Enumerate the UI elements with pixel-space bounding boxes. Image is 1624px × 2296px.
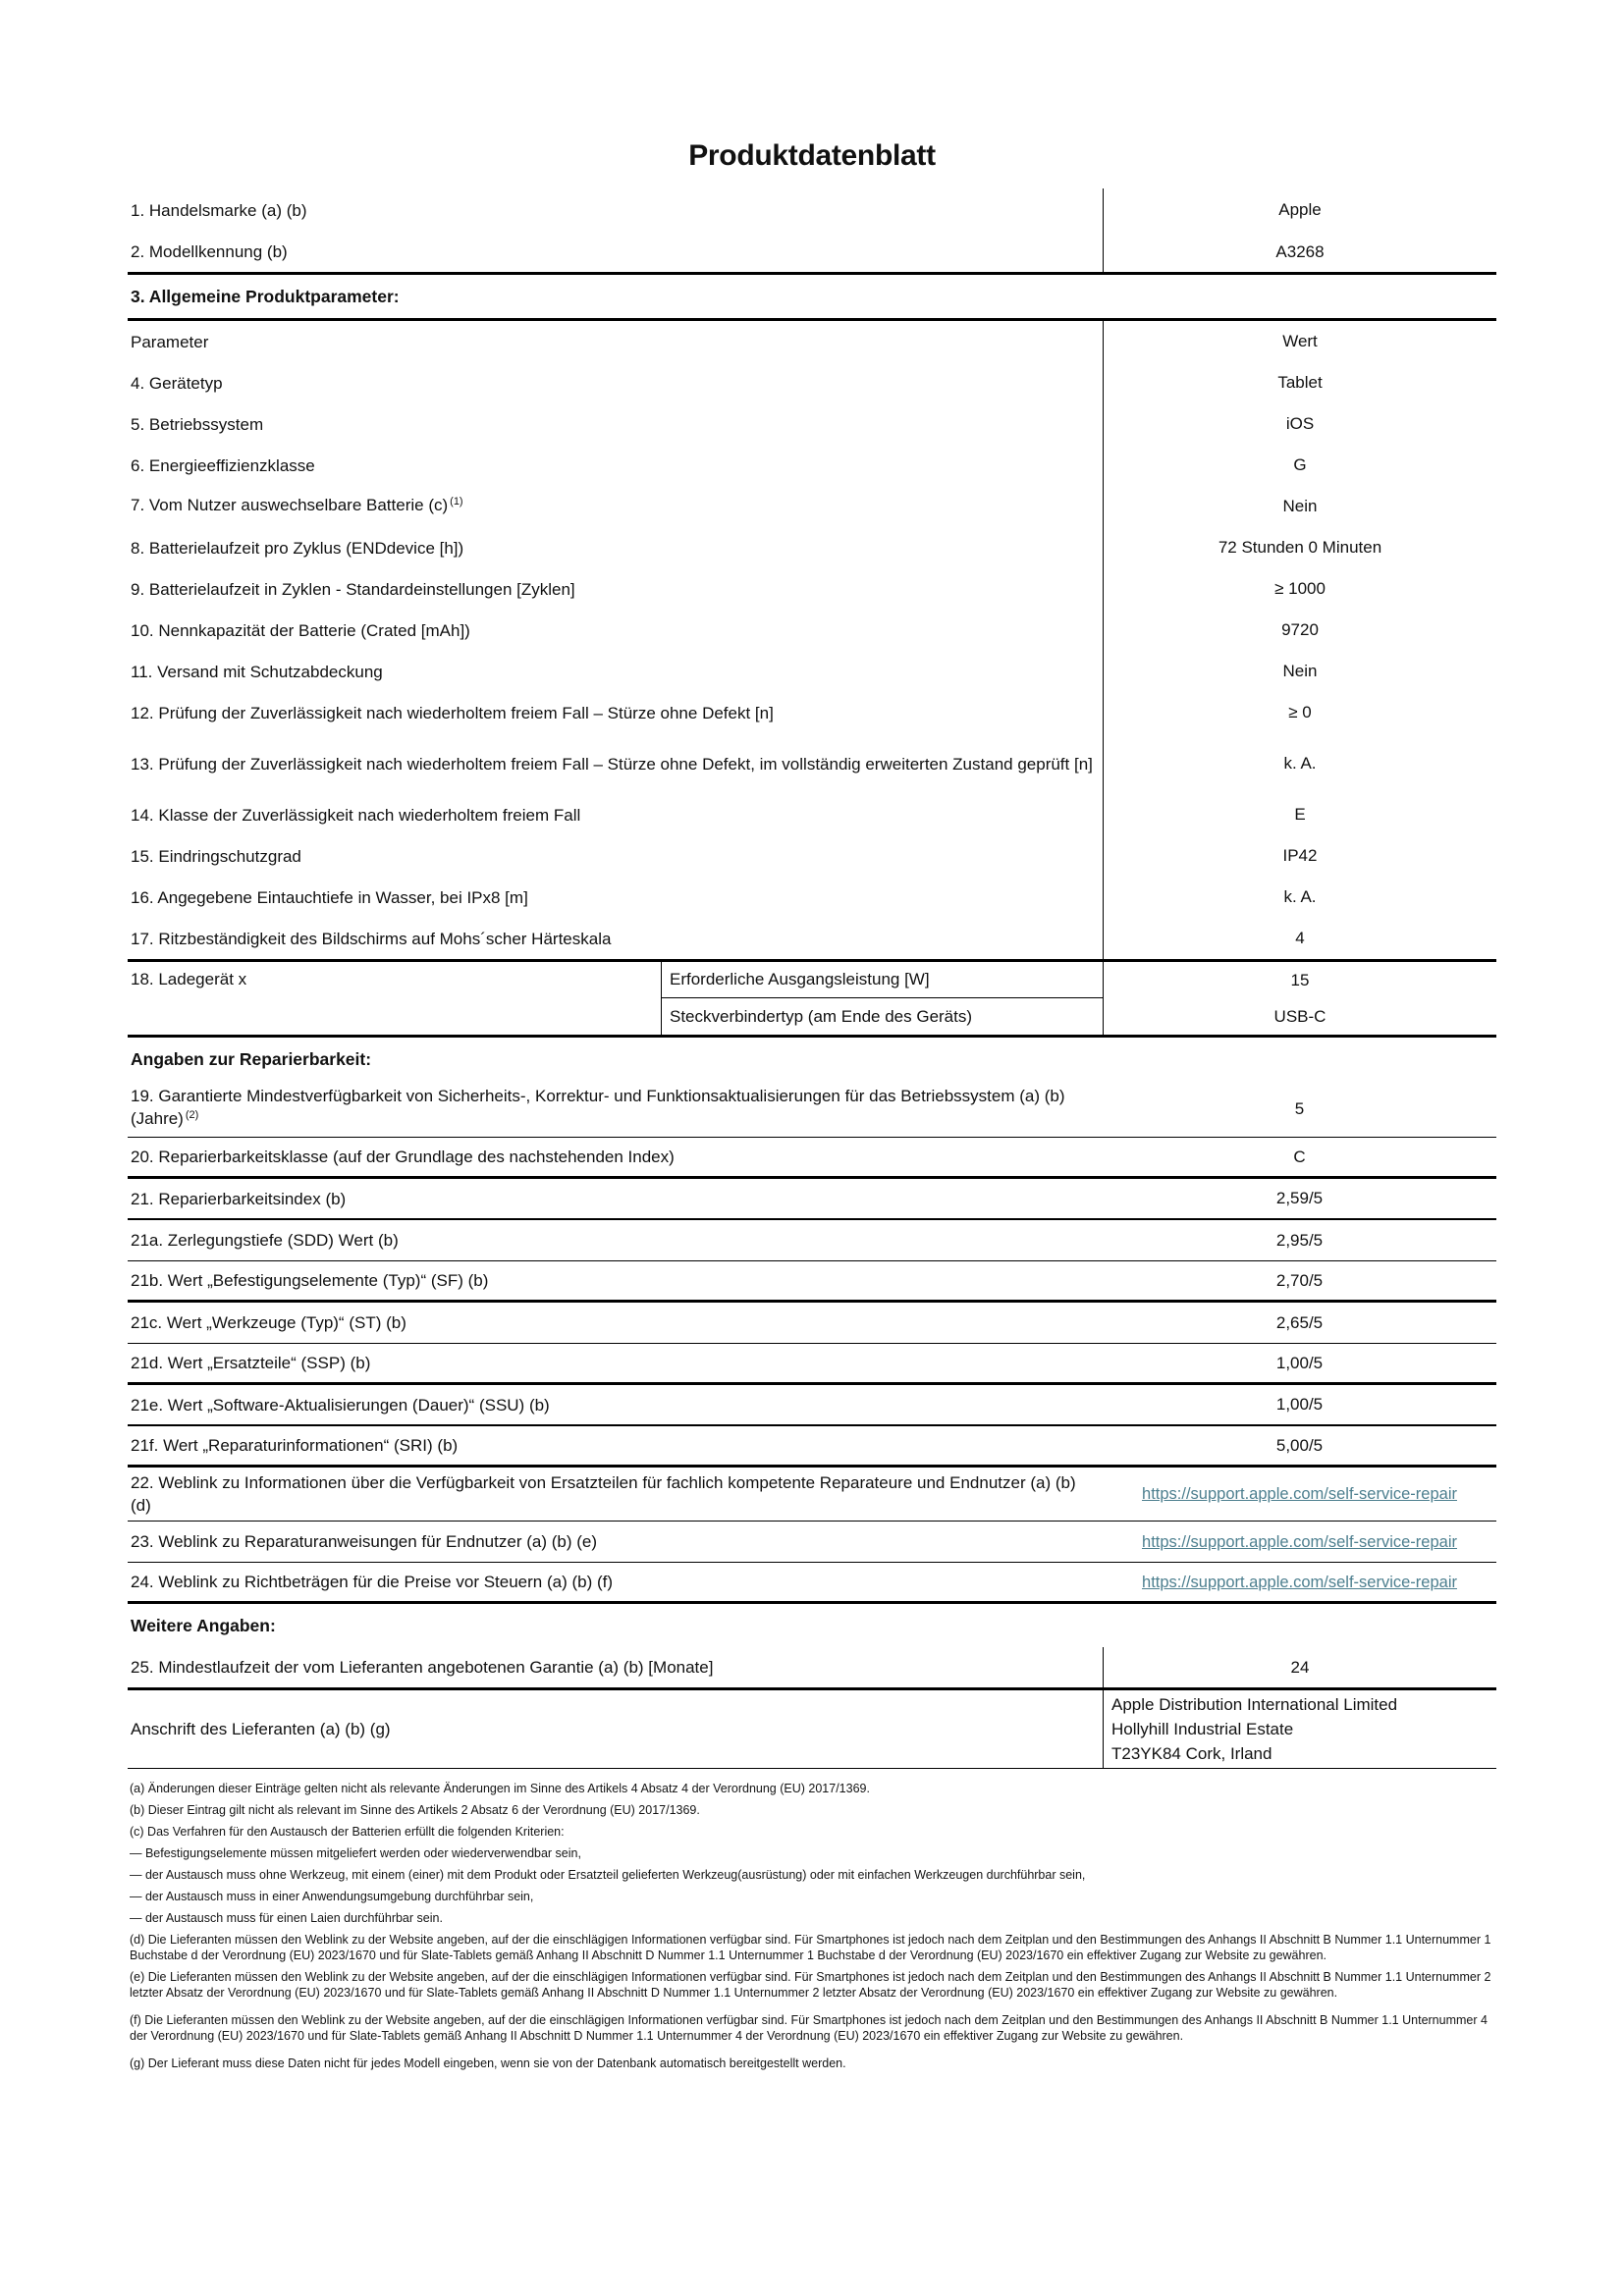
row-value xyxy=(1103,1522,1496,1562)
table-row-warranty xyxy=(128,1647,1496,1690)
row-value: iOS xyxy=(1103,403,1496,445)
table-row xyxy=(128,1261,1496,1303)
row-value: 5,00/5 xyxy=(1275,1435,1324,1455)
footnote-a: (a) Änderungen dieser Einträge gelten nicht als relevante Änderungen im Sinne des Artikels 4 Absatz 4 der Verordnung (EU) 2017/1369. xyxy=(130,1782,870,1795)
row-label: 21a. Zerlegungstiefe (SDD) Wert (b) xyxy=(131,1231,399,1250)
footnote-c-criterion: — Befestigungselemente müssen mitgeliefert werden oder wiederverwendbar sein, xyxy=(130,1846,581,1860)
row-value xyxy=(1103,1468,1496,1521)
table-row-supplier-address xyxy=(128,1690,1496,1769)
table-row-weblink xyxy=(128,1522,1496,1563)
row-label: 18. Ladegerät x xyxy=(131,970,247,988)
table-row xyxy=(128,486,1496,527)
row-value: Tablet xyxy=(1103,362,1496,403)
table-row xyxy=(128,835,1496,877)
table-row xyxy=(128,1385,1496,1426)
row-label: 23. Weblink zu Reparaturanweisungen für Endnutzer (a) (b) (e) xyxy=(131,1532,597,1551)
table-row xyxy=(128,692,1496,733)
charger-sub-value: 15 xyxy=(1103,962,1496,998)
footnote-e: (e) Die Lieferanten müssen den Weblink zu der Website angeben, auf der die einschlägigen Informationen verfügbar sind. Für Smartphones ist jedoch nach dem Zeitplan und den Bestimmungen des Anhangs II Abschnitt B Nummer 1.1 Unternummer 2 letzter Absatz der Verordnung (EU) 2023/1670 und für Slate-Tablets gemäß Anhang II Abschnitt D Nummer 1.1 Unternummer 2 letzter Absatz der Verordnung (EU) 2023/1670 ein effektiver Zugang zur Website zu gewähren. xyxy=(130,1970,1491,2000)
table-row-model xyxy=(128,232,1496,275)
table-row xyxy=(128,403,1496,445)
table-row xyxy=(128,1303,1496,1344)
row-label: 21c. Wert „Werkzeuge (Typ)“ (ST) (b) xyxy=(131,1313,406,1332)
row-label: 4. Gerätetyp xyxy=(131,373,223,393)
row-label: 21f. Wert „Reparaturinformationen“ (SRI) (b) xyxy=(131,1436,459,1455)
row-label: 11. Versand mit Schutzabdeckung xyxy=(131,662,383,681)
row-value: k. A. xyxy=(1103,877,1496,918)
footnote-b: (b) Dieser Eintrag gilt nicht als relevant im Sinne des Artikels 2 Absatz 6 der Verordnung (EU) 2017/1369. xyxy=(130,1803,700,1817)
section-heading-more: Weitere Angaben: xyxy=(131,1616,276,1635)
row-label: 15. Eindringschutzgrad xyxy=(131,846,301,866)
footnote-g: (g) Der Lieferant muss diese Daten nicht für jedes Modell eingeben, wenn sie von der Datenbank automatisch bereitgestellt werden. xyxy=(130,2056,846,2070)
row-label: 24. Weblink zu Richtbeträgen für die Preise vor Steuern (a) (b) (f) xyxy=(131,1573,614,1591)
row-label: 21d. Wert „Ersatzteile“ (SSP) (b) xyxy=(131,1354,371,1372)
row-label: 10. Nennkapazität der Batterie (Crated [mAh]) xyxy=(131,620,470,640)
supplier-address-line: Apple Distribution International Limited xyxy=(1111,1695,1398,1714)
row-label: 16. Angegebene Eintauchtiefe in Wasser, bei IPx8 [m] xyxy=(131,887,528,907)
table-row xyxy=(128,445,1496,486)
self-service-repair-link[interactable]: https://support.apple.com/self-service-repair xyxy=(1142,1573,1457,1591)
table-row-brand xyxy=(128,188,1496,232)
footnote-c-criterion: — der Austausch muss ohne Werkzeug, mit einem (einer) mit dem Produkt oder Ersatzteil gelieferten Werkzeug(ausrüstung) oder mit einfachen Werkzeugen durchführbar sein, xyxy=(130,1868,1086,1882)
row-value: 5 xyxy=(1294,1098,1305,1118)
row-label: 21e. Wert „Software-Aktualisierungen (Dauer)“ (SSU) (b) xyxy=(131,1395,550,1415)
row-value: k. A. xyxy=(1103,733,1496,794)
row-label: 19. Garantierte Mindestverfügbarkeit von Sicherheits-, Korrektur- und Funktionsaktualisierungen für das Betriebssystem (a) (b) (Jahre) $^{(2)}$ xyxy=(131,1087,1065,1128)
row-label: 20. Reparierbarkeitsklasse (auf der Grundlage des nachstehenden Index) xyxy=(131,1148,675,1166)
table-row-charger xyxy=(128,959,1496,1038)
row-value: G xyxy=(1103,445,1496,486)
datasheet-content xyxy=(128,0,1496,2071)
charger-sub-label: Erforderliche Ausgangsleistung [W] xyxy=(661,962,1103,998)
row-label: 14. Klasse der Zuverlässigkeit nach wiederholtem freiem Fall xyxy=(131,805,581,825)
table-row xyxy=(128,610,1496,651)
row-value: C xyxy=(1293,1147,1306,1166)
table-row xyxy=(128,1344,1496,1385)
row-label: 13. Prüfung der Zuverlässigkeit nach wiederholtem freiem Fall – Stürze ohne Defekt, im vollständig erweiterten Zustand geprüft [n] xyxy=(131,754,1093,774)
table-row xyxy=(128,733,1496,794)
supplier-address-line: Hollyhill Industrial Estate xyxy=(1111,1720,1294,1738)
row-value: ≥ 1000 xyxy=(1103,568,1496,610)
row-value: 2,59/5 xyxy=(1275,1189,1324,1207)
table-row xyxy=(128,362,1496,403)
row-value: 1,00/5 xyxy=(1275,1353,1324,1372)
row-label: 21. Reparierbarkeitsindex (b) xyxy=(131,1189,347,1208)
supplier-address-line: T23YK84 Cork, Irland xyxy=(1111,1744,1272,1763)
row-label: 25. Mindestlaufzeit der vom Lieferanten angebotenen Garantie (a) (b) [Monate] xyxy=(131,1658,714,1677)
row-label: 6. Energieeffizienzklasse xyxy=(131,455,315,475)
row-label: 21b. Wert „Befestigungselemente (Typ)“ (SF) (b) xyxy=(131,1271,489,1290)
row-label: 9. Batterielaufzeit in Zyklen - Standardeinstellungen [Zyklen] xyxy=(131,579,575,599)
row-label: 2. Modellkennung (b) xyxy=(131,242,288,261)
row-value: Nein xyxy=(1103,651,1496,692)
row-value: ≥ 0 xyxy=(1103,692,1496,733)
row-value: 2,95/5 xyxy=(1275,1230,1324,1250)
row-value: 1,00/5 xyxy=(1275,1395,1324,1414)
row-value: Apple xyxy=(1103,188,1496,232)
row-value: E xyxy=(1103,794,1496,835)
table-row xyxy=(128,1081,1496,1138)
row-value: IP42 xyxy=(1103,835,1496,877)
table-row xyxy=(128,794,1496,835)
footnote-superscript: (1) xyxy=(450,496,463,507)
row-label: Anschrift des Lieferanten (a) (b) (g) xyxy=(131,1720,391,1738)
table-row xyxy=(128,918,1496,959)
row-label: 7. Vom Nutzer auswechselbare Batterie (c) $^{(1)}$ xyxy=(131,496,463,514)
self-service-repair-link[interactable]: https://support.apple.com/self-service-repair xyxy=(1142,1532,1457,1551)
table-row-weblink xyxy=(128,1468,1496,1522)
table-row xyxy=(128,1138,1496,1179)
table-row xyxy=(128,877,1496,918)
section-heading-general: 3. Allgemeine Produktparameter: xyxy=(128,275,1496,321)
row-label: 8. Batterielaufzeit pro Zyklus (ENDdevice [h]) xyxy=(131,538,464,558)
row-label: 5. Betriebssystem xyxy=(131,414,264,434)
footnote-c-criterion: — der Austausch muss in einer Anwendungsumgebung durchführbar sein, xyxy=(130,1890,534,1903)
table-row-weblink xyxy=(128,1563,1496,1604)
footnote-c-criterion: — der Austausch muss für einen Laien durchführbar sein. xyxy=(130,1911,443,1925)
table-row xyxy=(128,1179,1496,1220)
column-header-parameter: Parameter xyxy=(131,332,209,351)
footnote-d: (d) Die Lieferanten müssen den Weblink zu der Website angeben, auf der die einschlägigen Informationen verfügbar sind. Für Smartphones ist jedoch nach dem Zeitplan und den Bestimmungen des Anhangs II Abschnitt B Nummer 1.1 Unternummer 1 Buchstabe d der Verordnung (EU) 2023/1670 und für Slate-Tablets gemäß Anhang II Abschnitt D Nummer 1.1 Unternummer 1 Buchstabe d der Verordnung (EU) 2023/1670 ein effektiver Zugang zur Website zu gewähren. xyxy=(130,1933,1491,1962)
charger-sub-value: USB-C xyxy=(1103,998,1496,1035)
row-value: 9720 xyxy=(1103,610,1496,651)
footnote-f: (f) Die Lieferanten müssen den Weblink zu der Website angeben, auf der die einschlägigen Informationen verfügbar sind. Für Smartphones ist jedoch nach dem Zeitplan und den Bestimmungen des Anhangs II Abschnitt B Nummer 1.1 Unternummer 4 der Verordnung (EU) 2023/1670 und für Slate-Tablets gemäß Anhang II Abschnitt D Nummer 1.1 Unternummer 4 der Verordnung (EU) 2023/1670 ein effektiver Zugang zur Website zu gewähren. xyxy=(130,2013,1488,2043)
row-label: 17. Ritzbeständigkeit des Bildschirms auf Mohs´scher Härteskala xyxy=(131,929,612,948)
self-service-repair-link[interactable]: https://support.apple.com/self-service-repair xyxy=(1142,1485,1457,1503)
table-header-row xyxy=(128,321,1496,362)
footnote-superscript: (2) xyxy=(185,1109,199,1121)
row-value: 2,70/5 xyxy=(1275,1270,1324,1290)
row-value xyxy=(1103,1563,1496,1601)
row-value: 72 Stunden 0 Minuten xyxy=(1103,527,1496,568)
row-label: 12. Prüfung der Zuverlässigkeit nach wiederholtem freiem Fall – Stürze ohne Defekt [n] xyxy=(131,703,774,722)
table-row xyxy=(128,527,1496,568)
column-header-value: Wert xyxy=(1103,321,1496,362)
table-row xyxy=(128,1220,1496,1261)
row-label: 22. Weblink zu Informationen über die Verfügbarkeit von Ersatzteilen für fachlich kompetente Reparateure und Endnutzer (a) (b) (d) xyxy=(131,1473,1076,1515)
row-value: 2,65/5 xyxy=(1275,1312,1324,1332)
table-row xyxy=(128,568,1496,610)
footnote-c: (c) Das Verfahren für den Austausch der Batterien erfüllt die folgenden Kriterien: xyxy=(130,1825,565,1839)
charger-sub-label: Steckverbindertyp (am Ende des Geräts) xyxy=(661,998,1103,1035)
page-title: Produktdatenblatt xyxy=(688,139,936,172)
row-value: A3268 xyxy=(1103,232,1496,272)
row-value: Nein xyxy=(1103,486,1496,527)
row-label: 1. Handelsmarke (a) (b) xyxy=(131,200,307,220)
table-row xyxy=(128,651,1496,692)
supplier-address xyxy=(1103,1690,1496,1768)
table-row xyxy=(128,1426,1496,1468)
footnotes xyxy=(128,1769,1502,2071)
row-value: 4 xyxy=(1103,918,1496,959)
section-heading-repair: Angaben zur Reparierbarkeit: xyxy=(131,1049,372,1069)
row-value: 24 xyxy=(1103,1647,1496,1687)
